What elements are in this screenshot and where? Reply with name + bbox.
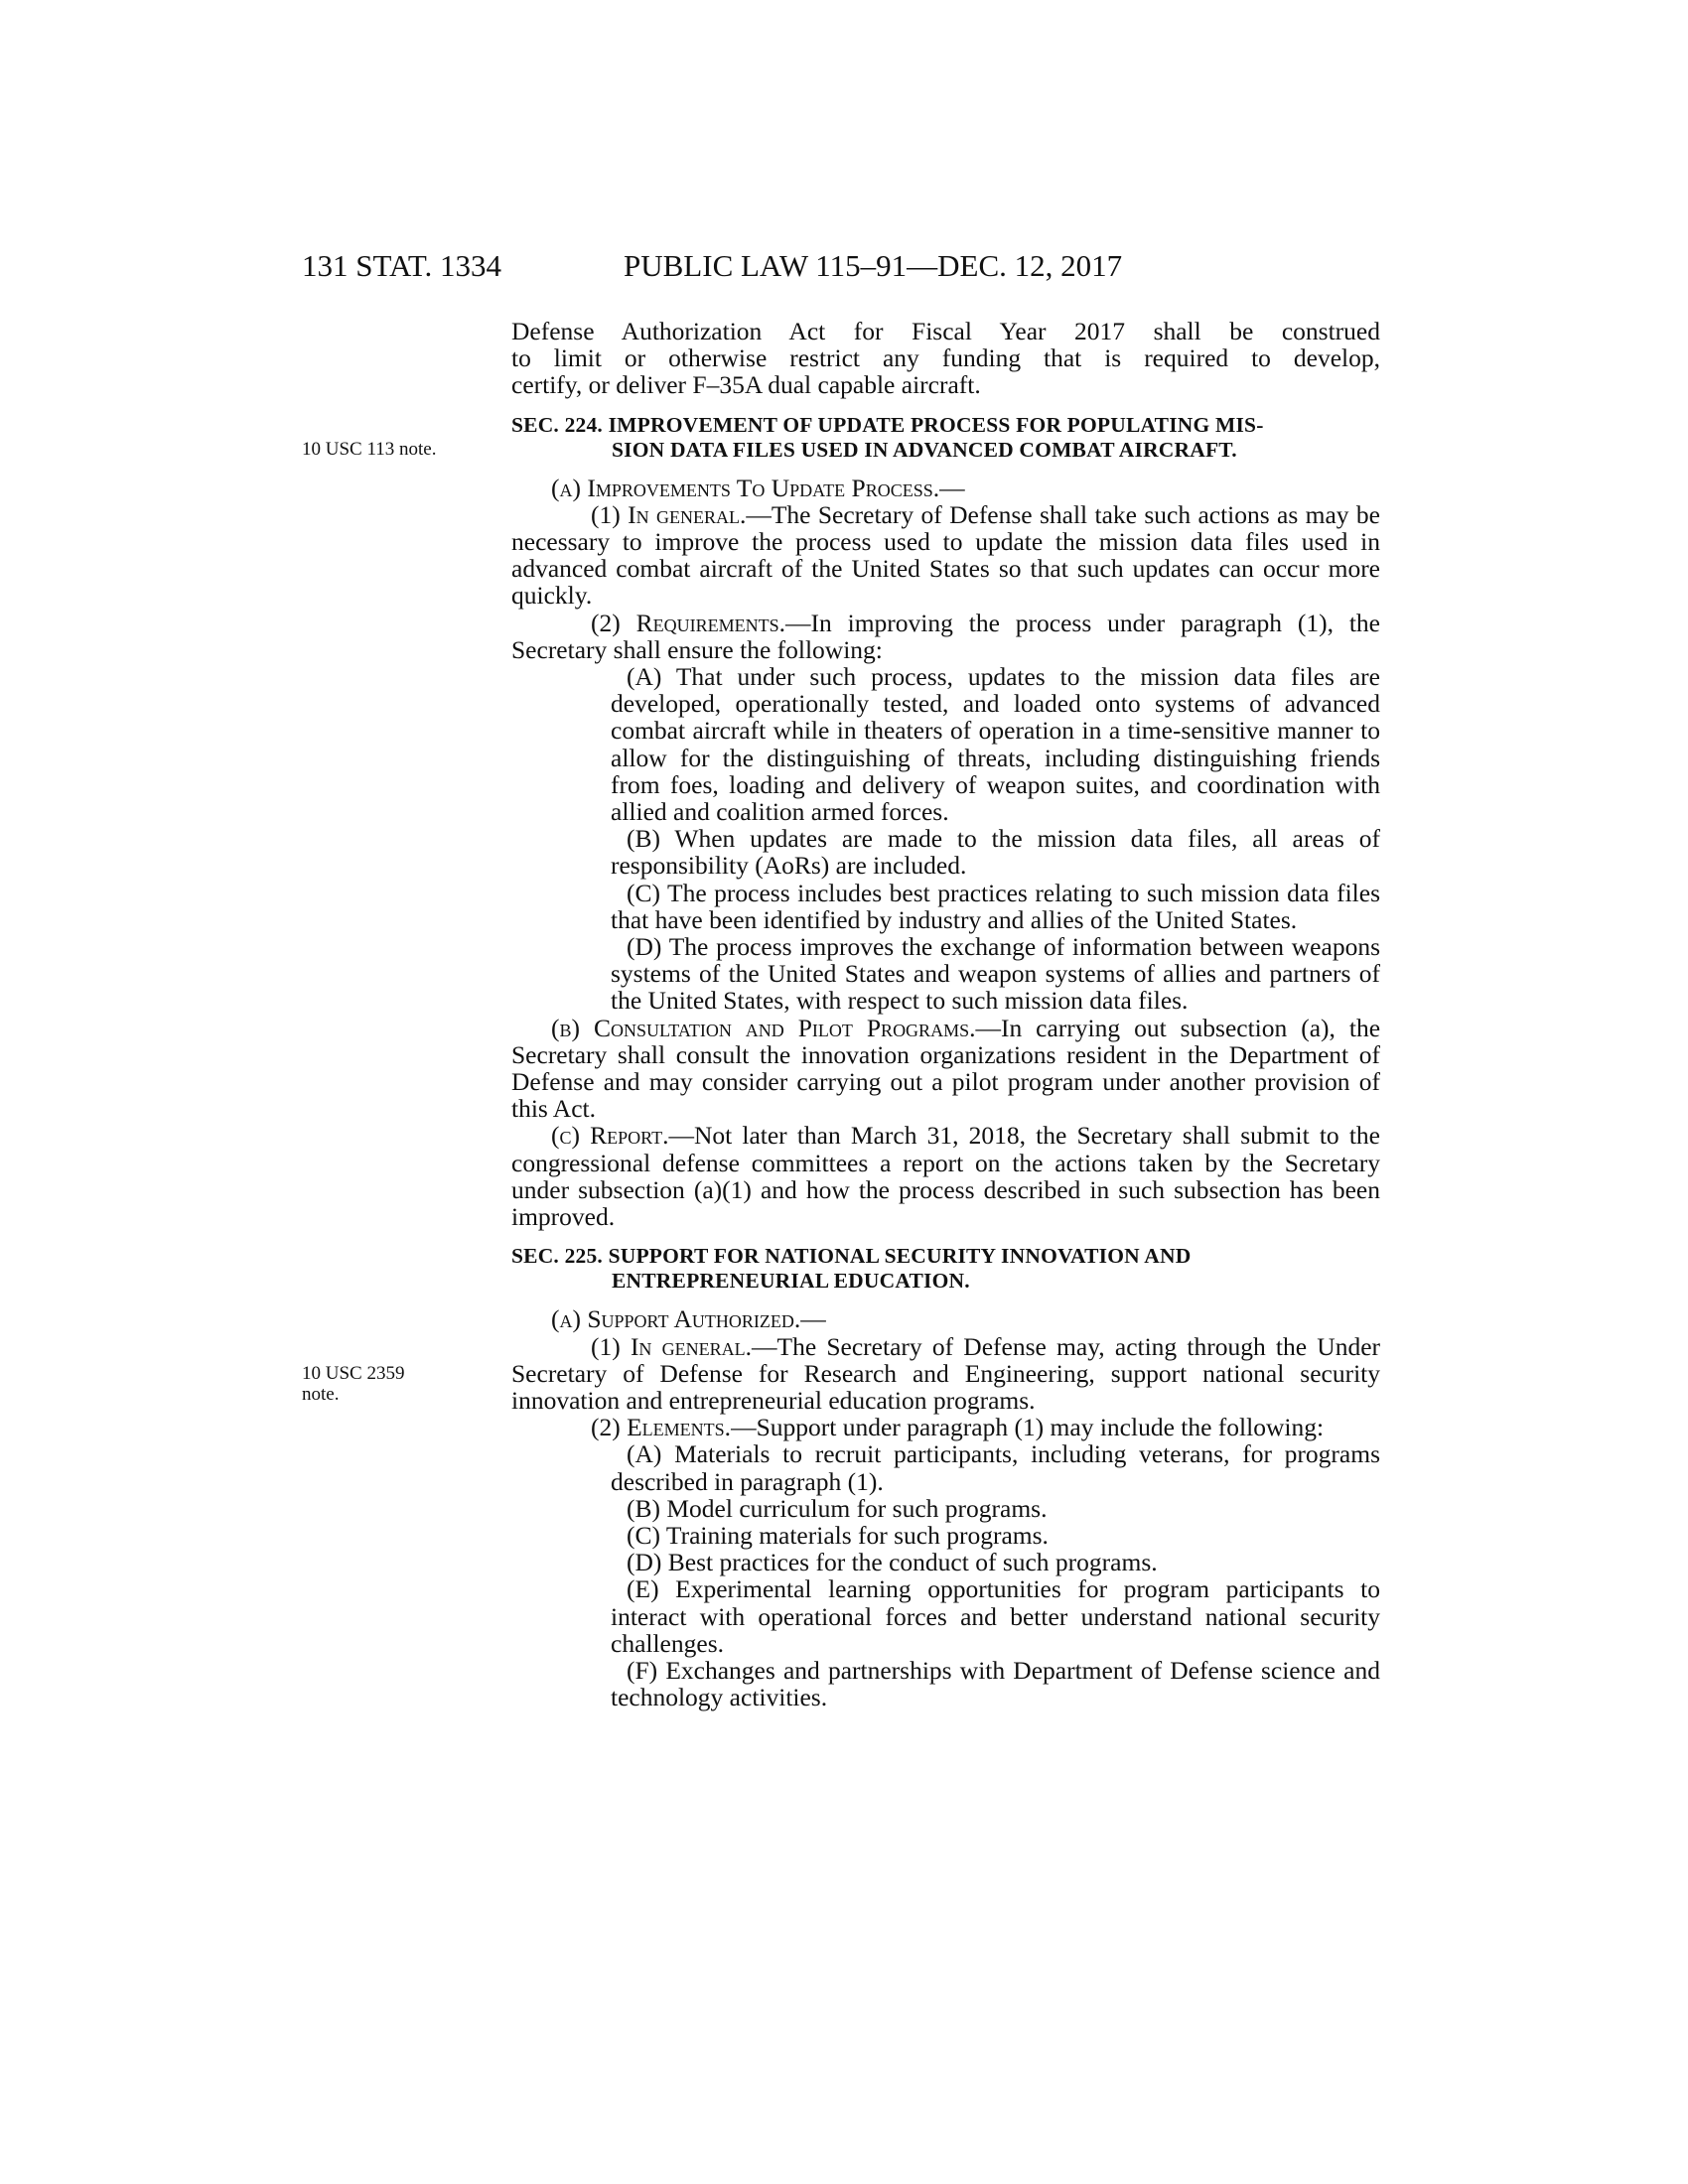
sec224-subparagraph-C: (C) The process includes best practices relating to such mission data files that have been identified by industry and allies of the United States. [611, 878, 1380, 934]
sec224-b-label: (b) Consultation and Pilot Programs. [551, 1013, 976, 1042]
margin-note-sec224: 10 USC 113 note. [302, 439, 437, 460]
sec224-a1-label: (1) In general. [591, 499, 747, 529]
statute-page-number: 131 STAT. 1334 [302, 248, 502, 283]
sec224-a1-text: —The Secretary of Defense shall take such actions as may be necessary to improve the process used to update the mission data files used in advanced combat aircraft of the United States so that such updates can occur more quickly. [511, 499, 1380, 611]
sec224-a2-text: —In improving the process under paragraph (1), the Secretary shall ensure the following: [511, 608, 1380, 664]
page-header [302, 248, 1380, 288]
sec224-subsection-a-heading: (a) Improvements To Update Process.— [551, 473, 965, 502]
sec224-title-line1: SEC. 224. IMPROVEMENT OF UPDATE PROCESS FOR POPULATING MIS- [511, 412, 1264, 437]
sec224-paragraph-a1 [511, 501, 1380, 610]
sec225-a1-label: (1) In general. [591, 1331, 753, 1361]
running-title: PUBLIC LAW 115–91—DEC. 12, 2017 [624, 248, 1123, 283]
intro-line-1: Defense Authorization Act for Fiscal Year 2017 shall be construed [511, 317, 1380, 345]
sec225-subsection-a-heading: (a) Support Authorized.— [551, 1304, 826, 1334]
sec225-a2-text: —Support under paragraph (1) may include the following: [731, 1413, 1325, 1442]
sec224-c-label: (c) Report. [551, 1121, 669, 1151]
margin-note-sec225-line2: note. [302, 1384, 340, 1405]
margin-note-sec225-line1: 10 USC 2359 [302, 1363, 405, 1384]
sec225-paragraph-a1 [511, 1333, 1380, 1415]
sec225-subparagraph-E: (E) Experimental learning opportunities for program participants to interact with operational forces and better understand national security challenges. [611, 1574, 1380, 1658]
sec224-c-text: —Not later than March 31, 2018, the Secretary shall submit to the congressional defense committees a report on the actions taken by the Secretary under subsection (a)(1) and how the process described in such subsection has been improved. [511, 1121, 1380, 1232]
sec224-subsection-b [511, 1015, 1380, 1123]
sec225-title-line1: SEC. 225. SUPPORT FOR NATIONAL SECURITY INNOVATION AND [511, 1244, 1192, 1269]
document-body [511, 318, 1380, 1710]
sec225-paragraph-a2 [511, 1414, 1380, 1440]
sec224-subsection-c [511, 1122, 1380, 1230]
sec225-a1-text: —The Secretary of Defense may, acting through the Under Secretary of Defense for Research and Engineering, support national security innovation and entrepreneurial education programs. [511, 1331, 1381, 1415]
sec225-subparagraph-F: (F) Exchanges and partnerships with Department of Defense science and technology activities. [611, 1655, 1380, 1712]
sec224-title-line2: SION DATA FILES USED IN ADVANCED COMBAT AIRCRAFT. [612, 437, 1237, 462]
sec224-title [511, 413, 1380, 463]
sec225-a2-label: (2) Elements. [591, 1413, 732, 1442]
sec224-b-text: —In carrying out subsection (a), the Secretary shall consult the innovation organizations resident in the Department of Defense and may consider carrying out a pilot program under another provision of this Act. [511, 1013, 1381, 1124]
sec224-subparagraph-B: (B) When updates are made to the mission data files, all areas of responsibility (AoRs) are included. [611, 824, 1380, 881]
sec224-subparagraph-D: (D) The process improves the exchange of information between weapons systems of the United States and weapon systems of allies and partners of the United States, with respect to such mission data files. [611, 932, 1380, 1016]
sec225-title-line2: ENTREPRENEURIAL EDUCATION. [612, 1269, 970, 1294]
sec225-subparagraph-C: (C) Training materials for such programs. [627, 1520, 1049, 1550]
sec224-subparagraph-A: (A) That under such process, updates to the mission data files are developed, operationally tested, and loaded onto systems of advanced combat aircraft while in theaters of operation in a time-sensitive manner to allow for the distinguishing of threats, including distinguishing friends from foes, loading and delivery of weapon suites, and coordination with allied and coalition armed forces. [611, 662, 1380, 827]
sec225-title [511, 1244, 1380, 1294]
sec225-subparagraph-B: (B) Model curriculum for such programs. [627, 1493, 1048, 1523]
intro-line-3: certify, or deliver F–35A dual capable aircraft. [511, 370, 981, 400]
sec225-subparagraph-D: (D) Best practices for the conduct of such programs. [627, 1548, 1158, 1577]
margin-note-sec225 [302, 1363, 481, 1405]
sec224-a2-label: (2) Requirements. [591, 608, 785, 637]
sec224-paragraph-a2 [511, 610, 1380, 663]
sec225-subparagraph-A: (A) Materials to recruit participants, including veterans, for programs described in paragraph (1). [611, 1439, 1380, 1496]
intro-line-2: to limit or otherwise restrict any funding that is required to develop, [511, 343, 1380, 373]
